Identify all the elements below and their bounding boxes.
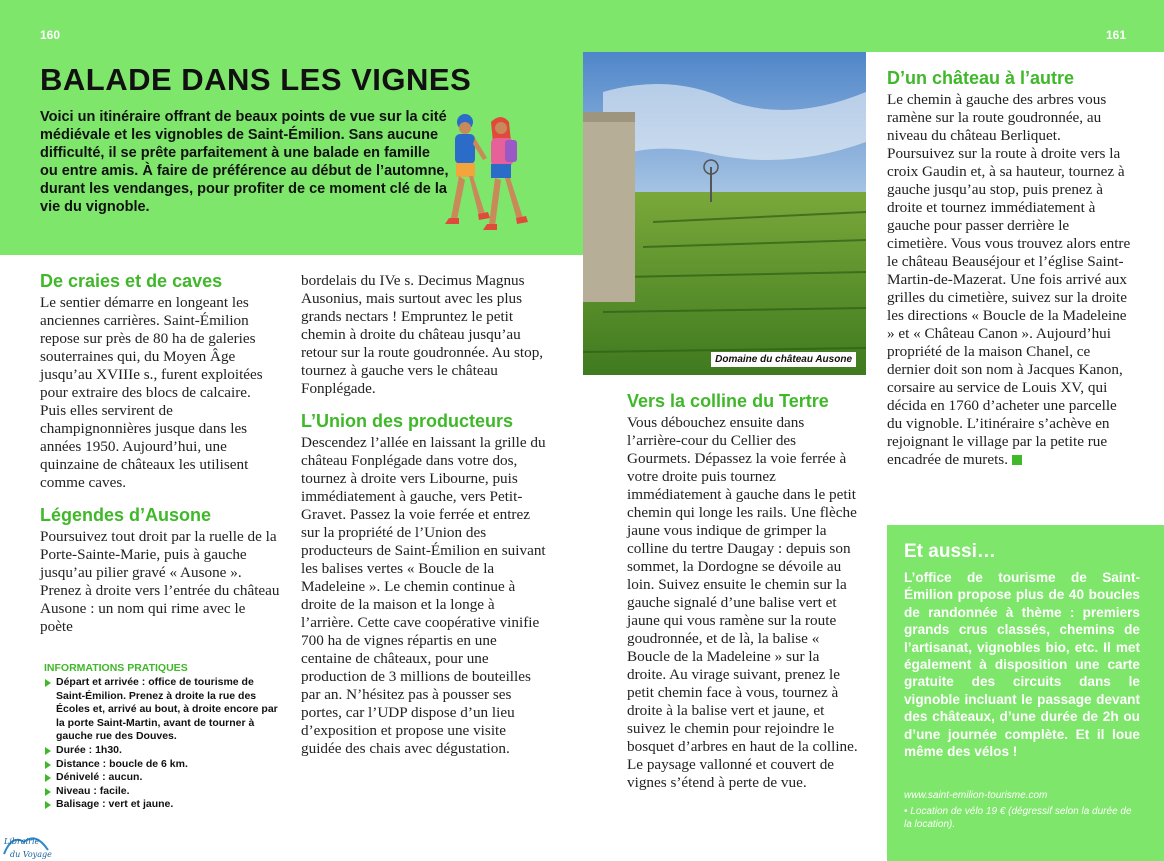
info-item-balisage: Balisage : vert et jaune. — [44, 798, 280, 812]
column-1 — [40, 270, 280, 636]
info-box — [44, 662, 280, 812]
text-ausone-cont: bordelais du IVe s. Decimus Magnus Ausonius, mais surtout avec les plus grands nectars ! Empruntez le petit chemin à droite du château jusqu’au retour sur la route goudronnée. Au stop, tournez à gauche vers le château Fonplégade. — [301, 272, 544, 397]
page-number-right: 161 — [1106, 28, 1127, 42]
info-item-depart: Départ et arrivée : office de tourisme de Saint-Émilion. Prenez à droite la rue des Écoles et, arrivé au bout, à droite encore par la porte Saint-Martin, avant de tourner à gauche rue des Douves. — [44, 676, 280, 744]
text-tertre: Vous débouchez ensuite dans l’arrière-cour du Cellier des Gourmets. Dépassez la voie ferrée à votre droite puis tournez immédiatement à gauche dans le petit chemin qui longe les rails. Une flèche jaune vous indique de grimper la colline du tertre Daugay : depuis son sommet, la Dordogne se dévoile au loin. Suivez ensuite le chemin sur la gauche signalé d’une balise vert et jaune qui vous ramène sur la route goudronnée, et de là, la balise « Boucle de la Madeleine » sur la droite. Au virage suivant, prenez le petit chemin face à vous, tournez à droite à la balise vert et jaune, et suivez le chemin pour rejoindre le bosquet d’arbres en haut de la colline. Le paysage vallonné et couvert de vignes s’étend à perte de vue. — [627, 414, 858, 791]
page-title: BALADE DANS LES VIGNES — [40, 62, 472, 97]
heading-ausone: Légendes d’Ausone — [40, 505, 212, 525]
librairie-du-voyage-logo — [0, 828, 52, 861]
et-aussi-box — [887, 525, 1164, 861]
heading-tertre: Vers la colline du Tertre — [627, 391, 829, 411]
et-aussi-url[interactable]: www.saint-emilion-tourisme.com — [904, 790, 1048, 801]
column-4 — [887, 67, 1132, 469]
column-2 — [301, 272, 546, 758]
info-heading: INFORMATIONS PRATIQUES — [44, 662, 188, 674]
top-green-band — [0, 0, 1164, 52]
et-aussi-note: • Location de vélo 19 € (dégressif selon la durée de la location). — [904, 806, 1132, 830]
intro-paragraph: Voici un itinéraire offrant de beaux points de vue sur la cité médiévale et les vignobles de Saint-Émilion. Sans aucune difficulté, il se prête parfaitement à une balade en famille ou entre amis. À faire de préférence au début de l’automne, durant les vendanges, pour profiter de ce moment clé de la vie du vignoble. — [40, 109, 449, 215]
et-aussi-text: L’office de tourisme de Saint-Émilion propose plus de 40 boucles de randonnée à thème : premiers grands crus classés, chemins de l’artisanat, vignobles bio, etc. Il met également à disposition une carte gratuite des circuits dans le vignoble incluant le passage devant des châteaux, d’une durée de 2h ou d’une journée complète. Et il loue même des vélos ! — [904, 570, 1140, 760]
et-aussi-heading: Et aussi… — [904, 541, 996, 562]
heading-craies: De craies et de caves — [40, 271, 223, 291]
heading-chateau: D’un château à l’autre — [887, 68, 1075, 88]
text-ausone: Poursuivez tout droit par la ruelle de la Porte-Sainte-Marie, puis à gauche jusqu’au pilier gravé « Ausone ». Prenez à droite vers l’entrée du château Ausone : un nom qui rime avec le poète — [40, 528, 280, 635]
vineyard-photo — [583, 52, 866, 375]
text-craies: Le sentier démarre en longeant les anciennes carrières. Saint-Émilion repose sur près de 80 ha de galeries souterraines qui, du Moyen Âge jusqu’au XVIIIe s., furent exploitées pour extraire des blocs de calcaire. Puis elles servirent de champignonnières jusque dans les années 1950. Aujourd’hui, une quinzaine de châteaux les utilisent comme caves. — [40, 294, 263, 491]
backpack-icon — [505, 140, 517, 162]
page-number-left: 160 — [40, 28, 61, 42]
text-chateau: Le chemin à gauche des arbres vous ramène sur la route goudronnée, au niveau du château Berliquet. Poursuivez sur la route à droite vers la croix Gaudin et, à sa hauteur, tournez à gauche jusqu’au stop, puis prenez à droite et tournez immédiatement à gauche pour passer derrière le cimetière. Vous vous trouvez alors entre le château Beauséjour et l’église Saint-Martin-de-Mazerat. Une fois arrivé aux grilles du cimetière, suivez sur la droite les directions « Boucle de la Madeleine » et « Château Canon ». Aujourd’hui propriété de la maison Chanel, ce dernier doit son nom à Jacques Kanon, corsaire au service de Louis XV, qui décida en 1760 d’acheter une parcelle du vignoble. L’itinéraire s’achève en rejoignant le village par la petite rue encadrée de murets. — [887, 91, 1131, 468]
text-union: Descendez l’allée en laissant la grille du château Fonplégade dans votre dos, tournez à droite vers Libourne, puis immédiatement à gauche, vers Petit-Gravet. Passez la voie ferrée et entrez sur la propriété de l’Union des producteurs de Saint-Émilion en suivant les balises vertes « Boucle de la Madeleine ». Le chemin continue à droite de la maison et la longe à l’arrière. Cette cave coopérative vinifie 700 ha de vignes répartis en une centaine de châteaux, pour une production de 3 millions de bouteilles par an. N’hésitez pas à pousser ses portes, car l’UDP dispose d’un lieu d’exposition et propose une visite guidée des chais avec dégustation. — [301, 434, 546, 757]
heading-union: L’Union des producteurs — [301, 411, 514, 431]
column-3 — [627, 390, 862, 792]
svg-text:Librairie: Librairie — [4, 837, 40, 846]
info-item-duree: Durée : 1h30. — [44, 744, 280, 758]
info-item-niveau: Niveau : facile. — [44, 785, 280, 799]
info-item-distance: Distance : boucle de 6 km. — [44, 758, 280, 772]
end-of-article-square-icon — [1012, 455, 1022, 465]
vineyard-image — [583, 52, 866, 375]
photo-caption: Domaine du château Ausone — [711, 352, 856, 367]
svg-text:du Voyage: du Voyage — [10, 850, 52, 859]
info-list — [44, 676, 280, 812]
hikers-illustration — [435, 108, 535, 243]
info-item-denivele: Dénivelé : aucun. — [44, 771, 280, 785]
